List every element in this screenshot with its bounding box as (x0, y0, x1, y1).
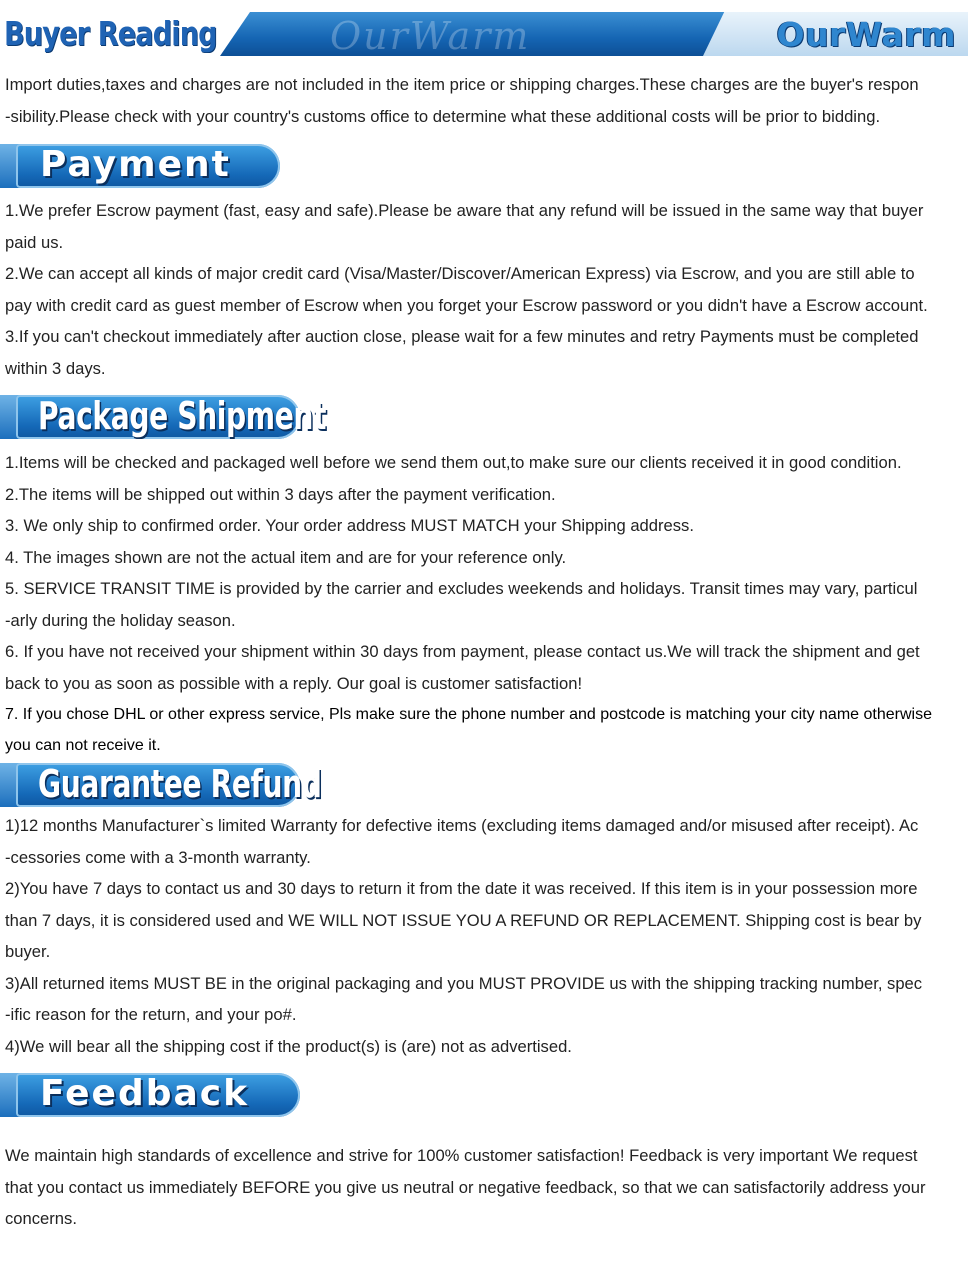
shipment-line: 2.The items will be shipped out within 3 days after the payment verification. (5, 484, 556, 504)
payment-line: paid us. (5, 232, 64, 252)
shipment-line: 6. If you have not received your shipment within 30 days from payment, please contact us.We will track the shipment and get (5, 642, 920, 661)
guarantee-line: 1)12 months Manufacturer`s limited Warranty for defective items (excluding items damaged and/or misused after receipt). Ac (5, 816, 919, 835)
guarantee-text (5, 810, 967, 1062)
payment-line: pay with credit card as guest member of Escrow when you forget your Escrow password or you didn't have a Escrow account. (5, 295, 928, 315)
feedback-text (5, 1140, 967, 1235)
top-banner (0, 12, 968, 56)
guarantee-heading-banner (0, 762, 322, 807)
shipment-note-line: 7. If you chose DHL or other express service, Pls make sure the phone number and postcode is matching your city name otherwise (5, 706, 932, 723)
feedback-line: concerns. (5, 1209, 77, 1228)
shipment-line: 3. We only ship to confirmed order. Your order address MUST MATCH your Shipping address. (5, 516, 694, 535)
payment-text (5, 195, 967, 384)
guarantee-line: than 7 days, it is considered used and WE WILL NOT ISSUE YOU A REFUND OR REPLACEMENT. Shipping cost is bear by (5, 910, 922, 930)
shipment-line: 1.Items will be checked and packaged well before we send them out,to make sure our clients received it in good condition. (5, 453, 902, 472)
payment-heading-banner (0, 144, 280, 188)
intro-line: Import duties,taxes and charges are not included in the item price or shipping charges.These charges are the buyer's respon (5, 75, 919, 94)
shipment-line: -arly during the holiday season. (5, 610, 236, 630)
payment-line: 3.If you can't checkout immediately after auction close, please wait for a few minutes and retry Payments must be completed (5, 327, 919, 346)
guarantee-line: -ific reason for the return, and your po#. (5, 1005, 297, 1024)
payment-heading: Payment (40, 144, 231, 185)
shipment-line: 4. The images shown are not the actual item and are for your reference only. (5, 547, 567, 567)
shipment-line: 5. SERVICE TRANSIT TIME is provided by the carrier and excludes weekends and holidays. Transit times may vary, particul (5, 579, 918, 598)
payment-line: within 3 days. (5, 358, 106, 378)
guarantee-line: 2)You have 7 days to contact us and 30 days to return it from the date it was received. If this item is in your possession more (5, 879, 918, 898)
shipment-note-line: you can not receive it. (5, 737, 161, 754)
payment-line: 1.We prefer Escrow payment (fast, easy and safe).Please be aware that any refund will be issued in the same way that buyer (5, 201, 924, 220)
guarantee-line: buyer. (5, 942, 51, 961)
guarantee-line: 3)All returned items MUST BE in the original packaging and you MUST PROVIDE us with the shipping tracking number, spec (5, 973, 923, 993)
shipment-line: back to you as soon as possible with a reply. Our goal is customer satisfaction! (5, 673, 583, 693)
guarantee-line: -cessories come with a 3-month warranty. (5, 847, 311, 867)
shipment-heading-banner (0, 394, 327, 439)
feedback-line: We maintain high standards of excellence and strive for 100% customer satisfaction! Feedback is very important We request (5, 1146, 918, 1165)
payment-line: 2.We can accept all kinds of major credit card (Visa/Master/Discover/American Express) via Escrow, and you are still able to (5, 264, 915, 283)
feedback-line: that you contact us immediately BEFORE you give us neutral or negative feedback, so that we can satisfactorily address your (5, 1177, 926, 1197)
intro-line: -sibility.Please check with your country's customs office to determine what these additional costs will be prior to bidding. (5, 106, 881, 126)
feedback-heading-banner (0, 1073, 300, 1117)
intro-text (5, 69, 967, 132)
guarantee-heading: Guarantee Refund (38, 762, 322, 806)
guarantee-line: 4)We will bear all the shipping cost if the product(s) is (are) not as advertised. (5, 1036, 572, 1056)
watermark-text: OurWarm (330, 14, 531, 56)
page-title: Buyer Reading (4, 14, 217, 53)
shipment-heading: Package Shipment (38, 394, 327, 438)
shipment-text (5, 447, 967, 761)
feedback-heading: Feedback (40, 1073, 250, 1114)
brand-logo: OurWarm (776, 15, 956, 54)
